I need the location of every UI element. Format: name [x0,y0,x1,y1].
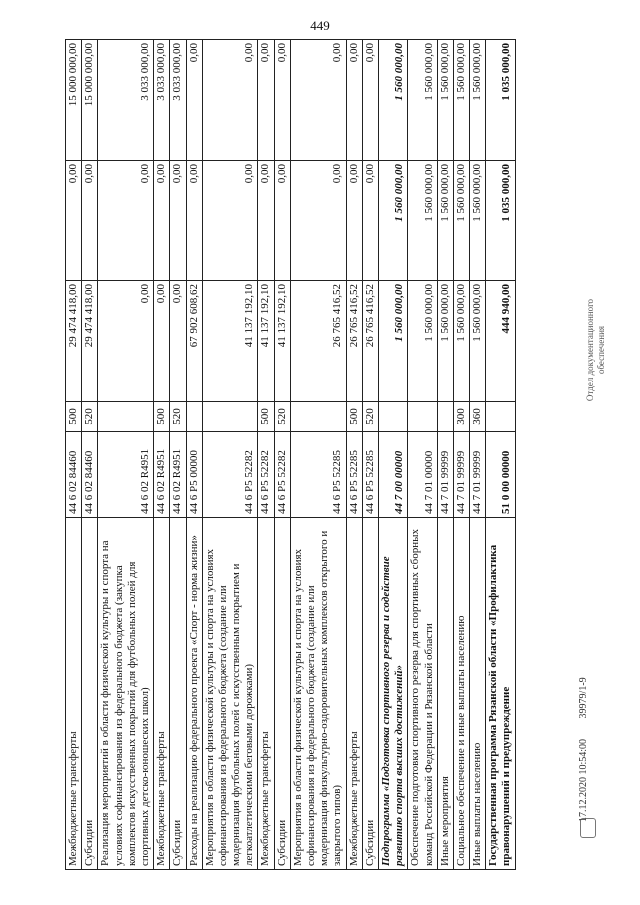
page-number: 449 [310,18,330,33]
row-value-2022-cell: 3 033 000,00 [154,40,170,161]
table-row [98,40,154,870]
row-name-cell: Реализация мероприятий в области физической культуры и спорта на условиях софинансирования из федерального бюджета (закупка комплектов искусственных покрытий для футбольных полей для спортивных детско-юношеских школ) [98,518,154,870]
table-row [290,40,346,870]
footer-timestamp: 17.12.2020 10:54:00 [578,738,589,822]
row-value-2022-cell: 3 033 000,00 [98,40,154,161]
row-value-2021-cell: 1 560 000,00 [470,161,486,281]
row-value-2022-cell: 1 560 000,00 [437,40,453,161]
row-vr-cell: 500 [258,402,274,432]
row-value-2022-cell: 0,00 [202,40,258,161]
row-value-2020-cell: 1 560 000,00 [437,281,453,402]
row-name-cell: Мероприятия в области физической культуры и спорта на условиях софинансирования из федерального бюджета (создание или модернизация физкультурно-оздоровительных комплексов открытого и закрытого типов) [290,518,346,870]
row-value-2021-cell: 0,00 [346,161,362,281]
row-value-2022-cell: 0,00 [346,40,362,161]
row-code-cell: 44 6 P5 52285 [346,432,362,518]
stamp-line-1: Отдел документационного [585,298,595,402]
row-value-2020-cell: 1 560 000,00 [470,281,486,402]
table-row [346,40,362,870]
row-vr-cell [486,402,515,432]
row-code-cell: 44 7 01 99999 [453,432,469,518]
row-vr-cell [378,402,407,432]
row-value-2022-cell: 1 035 000,00 [486,40,515,161]
row-vr-cell: 300 [453,402,469,432]
row-value-2020-cell: 444 940,00 [486,281,515,402]
row-name-cell: Субсидии [82,518,98,870]
row-code-cell: 44 6 P5 52285 [362,432,378,518]
row-name-cell: Иные выплаты населению [470,518,486,870]
footer-doc-code: 39979/1-9 [578,677,589,719]
row-value-2021-cell: 0,00 [258,161,274,281]
row-value-2021-cell: 0,00 [362,161,378,281]
row-code-cell: 51 0 00 00000 [486,432,515,518]
row-value-2021-cell: 0,00 [170,161,186,281]
row-vr-cell: 500 [66,402,82,432]
row-code-cell: 44 7 01 99999 [437,432,453,518]
table-row [66,40,82,870]
row-code-cell: 44 6 P5 00000 [186,432,202,518]
row-value-2021-cell: 1 560 000,00 [437,161,453,281]
row-value-2022-cell: 0,00 [258,40,274,161]
row-value-2021-cell: 0,00 [274,161,290,281]
stamp-line-2: обеспечения [595,325,606,375]
row-value-2022-cell: 1 560 000,00 [408,40,437,161]
row-value-2020-cell: 0,00 [154,281,170,402]
row-value-2021-cell: 1 035 000,00 [486,161,515,281]
row-code-cell: 44 6 02 R4951 [154,432,170,518]
row-value-2022-cell: 15 000 000,00 [82,40,98,161]
row-code-cell: 44 7 00 00000 [378,432,407,518]
row-value-2022-cell: 1 560 000,00 [453,40,469,161]
row-code-cell: 44 6 02 R4951 [98,432,154,518]
row-value-2021-cell: 0,00 [154,161,170,281]
table-row [186,40,202,870]
row-value-2021-cell: 1 560 000,00 [453,161,469,281]
row-value-2020-cell: 29 474 418,00 [82,281,98,402]
row-value-2022-cell: 0,00 [290,40,346,161]
row-value-2021-cell: 1 560 000,00 [408,161,437,281]
row-vr-cell: 500 [346,402,362,432]
row-name-cell: Государственная программа Рязанской области «Профилактика правонарушений и предупреждение [486,518,515,870]
row-value-2022-cell: 0,00 [274,40,290,161]
row-vr-cell: 520 [170,402,186,432]
row-code-cell: 44 6 02 R4951 [170,432,186,518]
row-name-cell: Субсидии [274,518,290,870]
row-code-cell: 44 6 P5 52285 [290,432,346,518]
table-row [258,40,274,870]
row-vr-cell: 520 [82,402,98,432]
budget-table [65,39,516,870]
row-name-cell: Межбюджетные трансферты [258,518,274,870]
row-vr-cell: 520 [274,402,290,432]
row-code-cell: 44 6 P5 52282 [274,432,290,518]
row-value-2020-cell: 41 137 192,10 [274,281,290,402]
row-name-cell: Субсидии [362,518,378,870]
table-row [82,40,98,870]
budget-table-body [66,40,516,870]
row-value-2021-cell: 0,00 [186,161,202,281]
table-row [408,40,437,870]
table-row [170,40,186,870]
row-name-cell: Межбюджетные трансферты [346,518,362,870]
row-vr-cell: 520 [362,402,378,432]
row-value-2022-cell: 1 560 000,00 [470,40,486,161]
footer [578,402,594,822]
row-code-cell: 44 6 P5 52282 [258,432,274,518]
table-row [202,40,258,870]
row-value-2020-cell: 41 137 192,10 [258,281,274,402]
row-vr-cell [186,402,202,432]
row-name-cell: Межбюджетные трансферты [66,518,82,870]
row-value-2022-cell: 0,00 [362,40,378,161]
row-value-2021-cell: 0,00 [202,161,258,281]
row-value-2022-cell: 3 033 000,00 [170,40,186,161]
table-row [154,40,170,870]
row-value-2021-cell: 0,00 [82,161,98,281]
row-code-cell: 44 6 02 84460 [66,432,82,518]
row-name-cell: Субсидии [170,518,186,870]
row-code-cell: 44 7 01 00000 [408,432,437,518]
row-name-cell: Межбюджетные трансферты [154,518,170,870]
row-vr-cell: 500 [154,402,170,432]
row-vr-cell [98,402,154,432]
table-row [378,40,407,870]
row-vr-cell [202,402,258,432]
rotated-page-content [65,40,585,870]
row-name-cell: Иные мероприятия [437,518,453,870]
row-vr-cell [408,402,437,432]
table-row [362,40,378,870]
row-value-2020-cell: 26 765 416,52 [362,281,378,402]
row-value-2020-cell: 26 765 416,52 [290,281,346,402]
row-value-2021-cell: 0,00 [290,161,346,281]
row-code-cell: 44 6 P5 52282 [202,432,258,518]
row-name-cell: Подпрограмма «Подготовка спортивного резерва и содействие развитию спорта высших достижений» [378,518,407,870]
row-value-2021-cell: 1 560 000,00 [378,161,407,281]
row-name-cell: Социальное обеспечение и иные выплаты населению [453,518,469,870]
row-code-cell: 44 6 02 84460 [82,432,98,518]
table-row [453,40,469,870]
row-vr-cell: 360 [470,402,486,432]
row-vr-cell [290,402,346,432]
row-value-2020-cell: 26 765 416,52 [346,281,362,402]
row-name-cell: Обеспечение подготовки спортивного резерва для спортивных сборных команд Российской Федерации и Рязанской области [408,518,437,870]
row-value-2020-cell: 41 137 192,10 [202,281,258,402]
row-name-cell: Расходы на реализацию федерального проекта «Спорт - норма жизни» [186,518,202,870]
table-row [486,40,515,870]
table-row [437,40,453,870]
row-value-2020-cell: 0,00 [98,281,154,402]
row-value-2020-cell: 0,00 [170,281,186,402]
row-value-2022-cell: 1 560 000,00 [378,40,407,161]
row-value-2021-cell: 0,00 [66,161,82,281]
row-value-2022-cell: 15 000 000,00 [66,40,82,161]
row-vr-cell [437,402,453,432]
row-value-2021-cell: 0,00 [98,161,154,281]
row-value-2020-cell: 29 474 418,00 [66,281,82,402]
row-name-cell: Мероприятия в области физической культуры и спорта на условиях софинансирования из федерального бюджета (создание или модернизация футбольных полей с искусственным покрытием и легкоатлетическими беговыми дорожками) [202,518,258,870]
department-stamp [585,290,607,410]
table-row [470,40,486,870]
table-row [274,40,290,870]
row-value-2020-cell: 1 560 000,00 [378,281,407,402]
row-code-cell: 44 7 01 99999 [470,432,486,518]
row-value-2020-cell: 1 560 000,00 [408,281,437,402]
row-value-2022-cell: 0,00 [186,40,202,161]
row-value-2020-cell: 1 560 000,00 [453,281,469,402]
row-value-2020-cell: 67 902 608,62 [186,281,202,402]
